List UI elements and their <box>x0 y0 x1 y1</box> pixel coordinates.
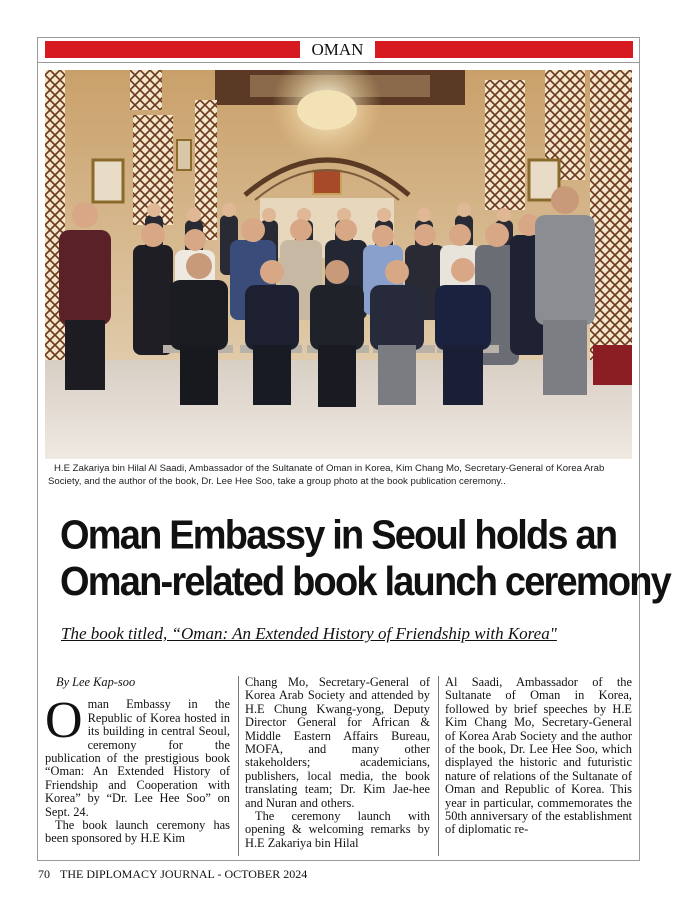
headline <box>60 513 670 606</box>
group-photo <box>45 70 632 459</box>
article-column-2 <box>245 676 430 850</box>
article-column-3 <box>445 676 632 837</box>
section-label: OMAN <box>311 40 364 59</box>
article-paragraph: The book launch ceremony has been sponsored by H.E Kim <box>45 818 230 846</box>
publication-name: THE DIPLOMACY JOURNAL - OCTOBER 2024 <box>60 867 308 881</box>
section-header <box>45 41 633 58</box>
column-divider <box>238 676 239 856</box>
section-bar-right <box>375 41 633 58</box>
header-rule <box>37 62 640 63</box>
column-divider <box>438 676 439 856</box>
headline-line-2: Oman-related book launch ceremony <box>60 559 670 605</box>
article-paragraph: Chang Mo, Secretary-General of Korea Arab Society and attended by H.E Chung Kwang-yong, Deputy Director General for African & Middle Eastern Affairs Bureau, MOFA, and many other stakeholders; academicians, publishers, local media, the book translating team; Dr. Kim Jae-hee and Nuran and others. <box>245 675 430 810</box>
photo-caption: H.E Zakariya bin Hilal Al Saadi, Ambassador of the Sultanate of Oman in Korea, Kim Chang Mo, Secretary-General of Korea Arab Society, and the author of the book, Dr. Lee Hee Soo, take a group photo at the book publication ceremony.. <box>48 463 605 487</box>
article-paragraph <box>45 692 230 819</box>
article-column-1 <box>45 676 230 846</box>
section-bar-left <box>45 41 300 58</box>
article-paragraph: Al Saadi, Ambassador of the Sultanate of Oman in Korea, followed by brief speeches by H.E Kim Chang Mo, Secretary-General of Korea Arab Society and the author of the book, Dr. Lee Hee Soo, which displayed the historic and futuristic nature of relations of the Sultanate of Oman and Republic of Korea. This year in particular, commemorates the 50th anniversary of the establishment of diplomatic re- <box>445 675 632 837</box>
byline: By Lee Kap-soo <box>56 675 136 689</box>
drop-cap: O <box>45 692 83 750</box>
page-number: 70 <box>38 867 50 881</box>
headline-line-1: Oman Embassy in Seoul holds an <box>60 513 617 559</box>
group-photo-image <box>45 70 632 459</box>
page-footer <box>38 867 307 881</box>
article-paragraph: The ceremony launch with opening & welcoming remarks by H.E Zakariya bin Hilal <box>245 809 430 850</box>
article-text: man Embassy in the Republic of Korea hosted in its building in central Seoul, ceremony for the publication of the prestigious book “Oman: An Extended History of Friendship and Cooperation with Korea” by “Dr. Lee Hee Soo” on Sept. 24. <box>45 697 230 819</box>
subheadline: The book titled, “Oman: An Extended History of Friendship with Korea" <box>61 624 557 643</box>
